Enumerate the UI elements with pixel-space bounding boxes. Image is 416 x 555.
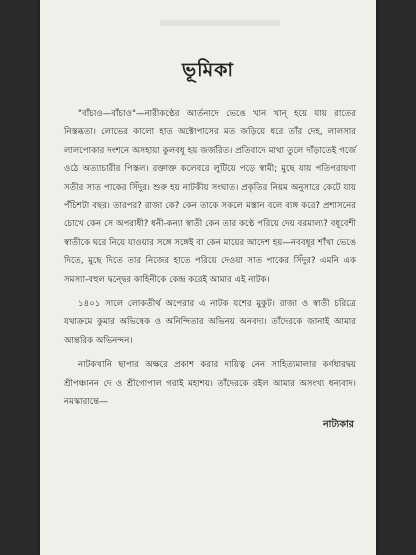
document-page [40,0,376,555]
paragraph-1: "বাঁচাও—বাঁচাও"—নারীকণ্ঠের আর্তনাদে ভেঙে খান খান্‌ হয়ে যায় রাতের নিস্তব্ধতা। লোভের কালো হাত অক্টোপাসের মত জড়িয়ে ধরে তাঁর দেহ, লালসার লালপোকার দংশনে অসহায়া কুলবধূ হয় জর্জরিত। প্রতিবাদে মাথা তুলে দাঁড়াতেই গর্জে ওঠে অত্যাচারীর পিস্তল। রক্তাক্ত কলেবরে লুটিয়ে পড়ে স্বামী; মুছে যায় পতিপরায়ণা সতীর সাত পাকের সিঁদুর। শুরু হয় নাটকীয় সংঘাত। প্রকৃতির নিয়ম অনুসারে কেটে যায় পঁচিশটা বছর। তারপর? রাজা কে? কেন তাকে সকলে মস্তান বলে ব্যঙ্গ করে? প্রশাসনের চোখে কেন সে অপরাধী? ধনী-কন্যা স্বাতী কেন তার কণ্ঠে পরিয়ে দেয় বরমাল্য? বধূবেশী স্বাতীকে ঘরে নিয়ে যাওয়ার সঙ্গে সঙ্গেই বা কেন মায়ের আদেশ হয়—নববধূর শাঁখা ভেঙে দিতে, মুছে দিতে তার নিজের হাতে পরিয়ে দেওয়া সাত পাকের সিঁদুর? এমনি এক সমস্যা-বহুল দ্বন্দ্বের কাহিনীকে কেন্দ্র করেই আমার এই নাটক। [64,109,356,285]
paragraph-2: ১৪০১ সালে লোকতীর্থ অপেরার এ নাটক যশের মুকুট। রাজা ও স্বাতী চরিত্রে যথাক্রমে কুমার অভিষেক ও অনিন্দিতার অভিনয় অনবদ্য। তাঁদেরকে জানাই আমার আন্তরিক অভিনন্দন। [64,299,356,346]
page-title: ভূমিকা [182,59,234,81]
preface-body [64,105,356,434]
bleed-through-smudge [160,20,280,26]
paragraph-3: নাটকখানি ছাপার অক্ষরে প্রকাশ করার দায়িত্ব নেন সাহিত্যমালার কর্ণধারদ্বয় শ্রীপঞ্চানন দে ও শ্রীগোপাল গরাই মহাশয়। তাঁদেরকে রইল আমার অসংখ্য ধন্যবাদ। নমস্কারান্তে— [64,360,356,408]
signature: নাট্যকার [323,418,354,430]
